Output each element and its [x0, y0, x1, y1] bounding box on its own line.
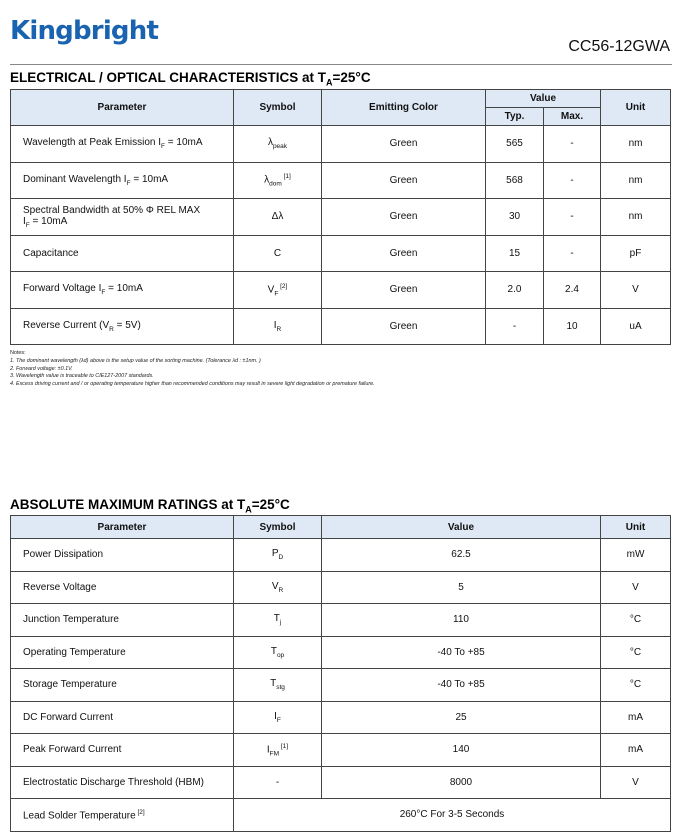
- table-row: [11, 126, 671, 163]
- eo-header-typ: Typ.: [486, 108, 544, 126]
- amr-cell-parameter: [11, 766, 234, 799]
- eo-cell-color: Green: [322, 272, 486, 309]
- eo-cell-unit: pF: [601, 235, 671, 272]
- table-row: [11, 235, 671, 272]
- amr-cell-value: 260°C For 3-5 Seconds: [234, 799, 671, 832]
- param-text: Lead Solder Temperature: [23, 809, 136, 821]
- symbol-text: λ: [264, 174, 270, 186]
- eo-cell-symbol: [234, 162, 322, 199]
- note-line: 2. Forward voltage: ±0.1V.: [10, 365, 73, 372]
- amr-cell-unit: V: [601, 571, 671, 604]
- eo-header-max: Max.: [544, 108, 601, 126]
- amr-cell-symbol: [234, 701, 322, 734]
- symbol-note-ref: [1]: [279, 742, 289, 750]
- table-row: [11, 636, 671, 669]
- note-line: 1. The dominant wavelength (λd) above is the setup value of the sorting machine. (Tolerance λd : ±1nm. ): [10, 357, 261, 364]
- eo-cell-color: Green: [322, 199, 486, 236]
- param-tail: = 10mA: [130, 173, 169, 185]
- eo-notes: [10, 350, 375, 389]
- eo-cell-unit: uA: [601, 308, 671, 345]
- table-row: [11, 571, 671, 604]
- table-row: [11, 604, 671, 637]
- amr-cell-parameter: [11, 669, 234, 702]
- eo-cell-parameter: [11, 126, 234, 163]
- eo-header-parameter: Parameter: [11, 90, 234, 126]
- eo-cell-max: -: [544, 199, 601, 236]
- amr-cell-value: 110: [322, 604, 601, 637]
- eo-cell-unit: V: [601, 272, 671, 309]
- symbol-text: λ: [267, 137, 273, 149]
- amr-cell-symbol: [234, 636, 322, 669]
- param-text: Peak Forward Current: [23, 744, 122, 756]
- eo-cell-color: Green: [322, 126, 486, 163]
- symbol-note-ref: [1]: [281, 173, 291, 181]
- param-text: Storage Temperature: [23, 679, 117, 691]
- amr-cell-symbol: [234, 571, 322, 604]
- amr-cell-value: -40 To +85: [322, 669, 601, 702]
- header-divider: [10, 64, 672, 65]
- eo-cell-unit: nm: [601, 162, 671, 199]
- amr-cell-parameter: [11, 539, 234, 572]
- eo-cell-symbol: [234, 308, 322, 345]
- eo-cell-color: Green: [322, 308, 486, 345]
- eo-cell-max: -: [544, 235, 601, 272]
- eo-cell-unit: nm: [601, 126, 671, 163]
- amr-cell-parameter: [11, 701, 234, 734]
- symbol-subscript: D: [278, 554, 284, 562]
- eo-section-title: ELECTRICAL / OPTICAL CHARACTERISTICS at $T_A=25^\circ C$: [10, 70, 371, 88]
- eo-cell-parameter: [11, 308, 234, 345]
- eo-cell-parameter: [11, 199, 234, 236]
- param-subscript: F: [161, 143, 166, 151]
- symbol-subscript: stg: [276, 684, 285, 692]
- param-tail: = 10mA: [105, 283, 143, 295]
- symbol-subscript: dom: [269, 180, 282, 188]
- eo-cell-typ: 568: [486, 162, 544, 199]
- param-line2: I: [23, 215, 26, 227]
- param-text: Junction Temperature: [23, 614, 119, 626]
- table-row: [11, 162, 671, 199]
- amr-cell-unit: mA: [601, 701, 671, 734]
- eo-cell-typ: 30: [486, 199, 544, 236]
- amr-header-value: Value: [322, 516, 601, 539]
- amr-cell-symbol: [234, 734, 322, 767]
- amr-cell-symbol: [234, 766, 322, 799]
- amr-cell-parameter: [11, 604, 234, 637]
- param-text: DC Forward Current: [23, 711, 114, 723]
- eo-cell-max: -: [544, 162, 601, 199]
- symbol-subscript: FM: [269, 749, 280, 757]
- param-tail: = 5V): [113, 319, 141, 331]
- symbol-text: C: [273, 247, 282, 259]
- eo-cell-typ: 565: [486, 126, 544, 163]
- param-subscript: F: [126, 179, 131, 187]
- eo-cell-parameter: [11, 162, 234, 199]
- amr-cell-value: 25: [322, 701, 601, 734]
- amr-header-unit: Unit: [601, 516, 671, 539]
- eo-cell-symbol: [234, 272, 322, 309]
- amr-cell-symbol: [234, 604, 322, 637]
- param-text: Electrostatic Discharge Threshold (HBM): [23, 776, 204, 788]
- eo-cell-max: 10: [544, 308, 601, 345]
- amr-cell-parameter: [11, 571, 234, 604]
- param-text: Wavelength at Peak Emission I: [23, 137, 162, 149]
- table-row: [11, 199, 671, 236]
- eo-cell-parameter: [11, 272, 234, 309]
- eo-cell-color: Green: [322, 162, 486, 199]
- symbol-text: P: [271, 548, 279, 560]
- table-row: [11, 539, 671, 572]
- table-row: [11, 799, 671, 832]
- symbol-text: -: [275, 776, 280, 788]
- eo-cell-symbol: [234, 126, 322, 163]
- amr-cell-value: 140: [322, 734, 601, 767]
- notes-heading: Notes:: [10, 350, 26, 356]
- note-line: 4. Excess driving current and / or operating temperature higher than recommended conditions may result in severe light degradation or premature failure.: [10, 381, 375, 388]
- amr-cell-value: 8000: [322, 766, 601, 799]
- symbol-subscript: j: [279, 619, 282, 627]
- eo-header-color: Emitting Color: [322, 90, 486, 126]
- amr-cell-parameter: [11, 734, 234, 767]
- eo-cell-unit: nm: [601, 199, 671, 236]
- symbol-subscript: R: [276, 325, 282, 333]
- amr-cell-value: 5: [322, 571, 601, 604]
- table-row: [11, 701, 671, 734]
- param-text: Dominant Wavelength I: [23, 173, 127, 185]
- eo-cell-typ: 2.0: [486, 272, 544, 309]
- part-number: CC56-12GWA: [568, 38, 670, 55]
- symbol-subscript: op: [276, 651, 285, 659]
- amr-cell-value: 62.5: [322, 539, 601, 572]
- amr-cell-unit: mW: [601, 539, 671, 572]
- param-text: Reverse Voltage: [23, 581, 97, 593]
- symbol-text: V: [271, 580, 279, 592]
- eo-cell-typ: -: [486, 308, 544, 345]
- eo-cell-symbol: [234, 235, 322, 272]
- symbol-text: I: [273, 319, 277, 331]
- note-line: 3. Wavelength value is traceable to CIE127-2007 standards.: [10, 373, 154, 380]
- table-row: [11, 669, 671, 702]
- symbol-text: T: [273, 613, 280, 625]
- amr-ratings-table: [10, 515, 671, 832]
- amr-cell-value: -40 To +85: [322, 636, 601, 669]
- table-row: [11, 272, 671, 309]
- amr-cell-symbol: [234, 669, 322, 702]
- eo-cell-color: Green: [322, 235, 486, 272]
- symbol-text: V: [267, 283, 275, 295]
- param-subscript: R: [109, 325, 114, 333]
- symbol-text: T: [270, 678, 277, 690]
- amr-section-title: ABSOLUTE MAXIMUM RATINGS at $T_A=25^\circ C$: [10, 497, 290, 515]
- amr-cell-unit: °C: [601, 604, 671, 637]
- amr-cell-parameter: [11, 636, 234, 669]
- symbol-text: Δλ: [271, 211, 284, 223]
- amr-cell-unit: mA: [601, 734, 671, 767]
- param-note-ref: [2]: [135, 808, 145, 816]
- amr-cell-unit: V: [601, 766, 671, 799]
- symbol-subscript: F: [274, 289, 279, 297]
- param-line2-subscript: F: [25, 221, 30, 229]
- eo-cell-max: -: [544, 126, 601, 163]
- amr-cell-parameter: [11, 799, 234, 832]
- param-text: Forward Voltage I: [23, 283, 102, 295]
- param-tail: = 10mA: [165, 137, 203, 149]
- symbol-text: T: [270, 645, 277, 657]
- param-text: Operating Temperature: [23, 646, 126, 658]
- symbol-text: I: [274, 710, 277, 722]
- eo-header-value: Value: [486, 90, 601, 108]
- eo-cell-symbol: [234, 199, 322, 236]
- amr-cell-unit: °C: [601, 636, 671, 669]
- symbol-text: I: [266, 743, 270, 755]
- param-text: Power Dissipation: [23, 549, 104, 561]
- table-row: [11, 766, 671, 799]
- symbol-subscript: peak: [272, 143, 288, 151]
- amr-header-symbol: Symbol: [234, 516, 322, 539]
- param-text: Spectral Bandwidth at 50% Φ REL MAX: [23, 204, 201, 216]
- symbol-note-ref: [2]: [278, 282, 288, 290]
- eo-header-unit: Unit: [601, 90, 671, 126]
- table-row: [11, 734, 671, 767]
- amr-cell-unit: °C: [601, 669, 671, 702]
- eo-cell-parameter: [11, 235, 234, 272]
- param-subscript: F: [101, 289, 106, 297]
- eo-cell-typ: 15: [486, 235, 544, 272]
- param-text: Capacitance: [23, 247, 79, 259]
- eo-characteristics-table: [10, 89, 671, 345]
- amr-header-parameter: Parameter: [11, 516, 234, 539]
- eo-cell-max: 2.4: [544, 272, 601, 309]
- eo-header-symbol: Symbol: [234, 90, 322, 126]
- table-row: [11, 308, 671, 345]
- param-text: Reverse Current (V: [23, 319, 110, 331]
- symbol-subscript: F: [276, 716, 281, 724]
- symbol-subscript: R: [278, 586, 284, 594]
- brand-logo: Kingbright: [10, 16, 159, 46]
- amr-cell-symbol: [234, 539, 322, 572]
- param-line2-tail: = 10mA: [29, 215, 68, 227]
